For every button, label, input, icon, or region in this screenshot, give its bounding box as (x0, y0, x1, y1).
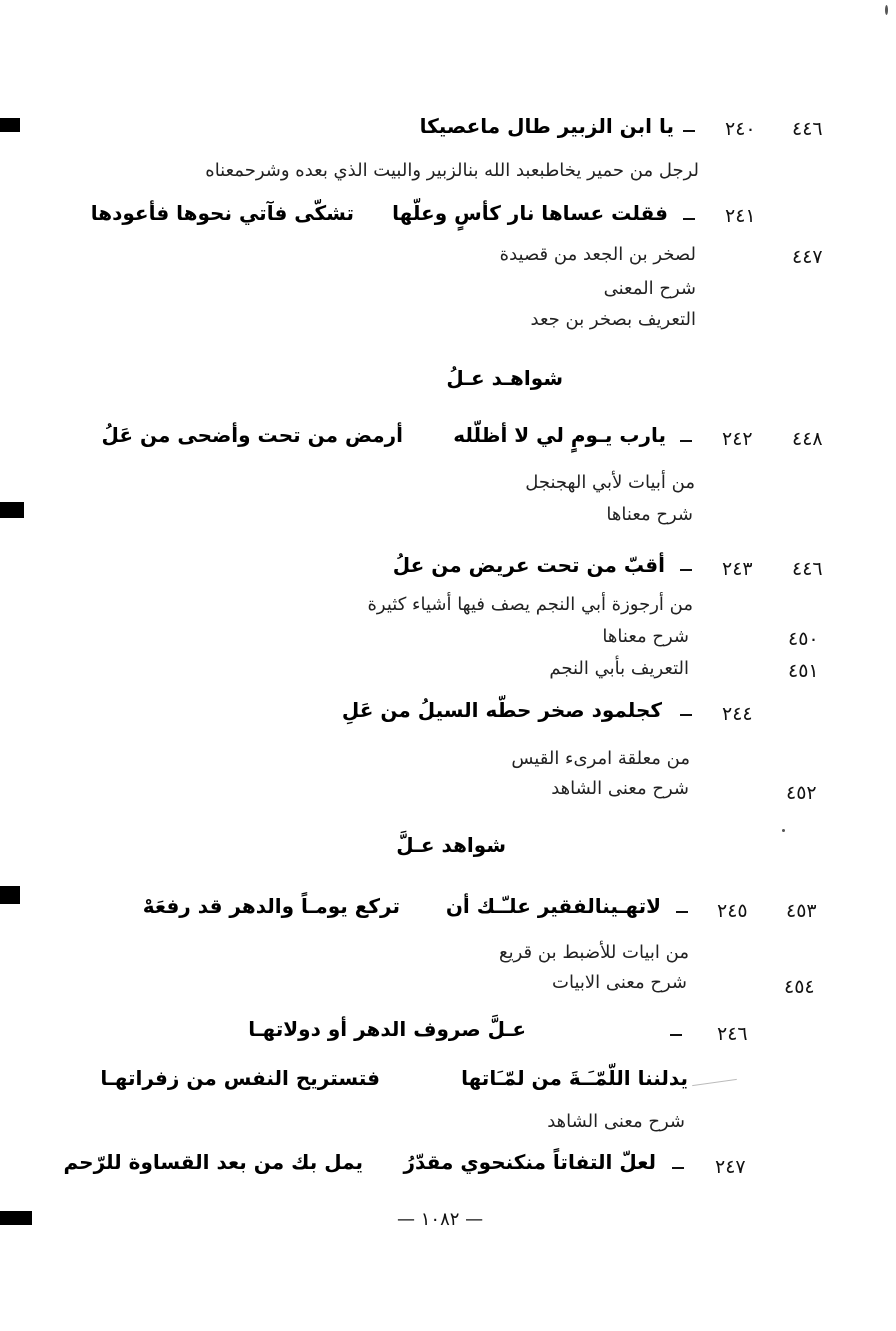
dash (672, 1167, 684, 1169)
verse-first-hemistich: لعلّ التفاتاً منكنحوي مقدّرُ (403, 1150, 656, 1174)
verse-number: ٢٤٢ (722, 428, 753, 450)
note-line: شرح المعنى (603, 278, 696, 299)
scan-speck (782, 829, 785, 832)
note-line: من أرجوزة أبي النجم يصف فيها أشياء كثيرة (367, 594, 693, 615)
note-line: شرح معنى الابيات (552, 972, 687, 993)
verse-number: ٢٤٤ (722, 703, 753, 725)
faint-stroke (692, 1079, 737, 1086)
note-line: التعريف بأبي النجم (549, 658, 689, 679)
page-number: ٤٥٤ (784, 976, 815, 998)
page-number: ٤٤٧ (792, 246, 823, 268)
page-number: ٤٥٣ (786, 900, 817, 922)
page-number: ٤٥١ (788, 660, 819, 682)
verse-first-hemistich: يارب يـومٍ لي لا أظلّله (453, 423, 666, 447)
page-number: ٤٥٢ (786, 782, 817, 804)
scan-mark-middle (0, 886, 20, 904)
page-number: ٤٤٦ (792, 558, 823, 580)
note-line: شرح معنى الشاهد (547, 1111, 685, 1132)
page-folio: — ١٠٨٢ — (397, 1209, 484, 1230)
page-number: ٤٤٦ (792, 118, 823, 140)
page-number: ٤٥٠ (788, 628, 819, 650)
verse-first-hemistich: يا ابن الزبير طال ماعصيكا (419, 114, 674, 138)
scan-speck (885, 5, 888, 15)
verse-first-hemistich: أقبّ من تحت عريض من علُ (392, 553, 665, 577)
scan-mark-top (0, 118, 20, 132)
dash (670, 1034, 682, 1036)
section-heading: شواهد عـلَّ (396, 833, 506, 857)
verse-second-hemistich: أرمض من تحت وأضحى من عَلُ (101, 423, 403, 447)
note-line: التعريف بصخر بن جعد (530, 309, 696, 330)
verse-number: ٢٤١ (725, 205, 756, 227)
section-heading: شواهـد عـلُ (446, 366, 563, 390)
verse-number: ٢٤٦ (717, 1023, 748, 1045)
verse-second-hemistich: تركع يومـاً والدهر قد رفعَهْ (142, 894, 400, 918)
verse-first-hemistich: لاتهـينالفقير علـّـك أن (445, 894, 661, 918)
note-line: لرجل من حمير يخاطبعبد الله بنالزبير والبيت الذي بعده وشرحمعناه (205, 160, 699, 181)
verse-first-hemistich: كجلمود صخر حطّه السيلُ من عَلِ (341, 698, 662, 722)
note-line: من ابيات للأضبط بن قريع (499, 942, 689, 963)
note-line: شرح معناها (602, 626, 689, 647)
verse-number: ٢٤٠ (725, 118, 756, 140)
verse-number: ٢٤٧ (715, 1156, 746, 1178)
verse-second-hemistich: فتستريح النفس من زفراتهـا (100, 1066, 380, 1090)
verse-first-hemistich: فقلت عساها نار كأسٍ وعلّها (392, 201, 668, 225)
dash (680, 569, 692, 571)
verse-first-hemistich: يدلننا اللّمّـَـةَ من لمّـَاتها (461, 1066, 688, 1090)
note-line: شرح معنى الشاهد (551, 778, 689, 799)
note-line: من أبيات لأبي الهجنجل (525, 472, 695, 493)
page-number: ٤٤٨ (792, 428, 823, 450)
dash (680, 714, 692, 716)
verse-number: ٢٤٣ (722, 558, 753, 580)
dash (683, 218, 695, 220)
dash (676, 911, 688, 913)
note-line: من معلقة امرىء القيس (511, 748, 690, 769)
dash (680, 440, 692, 442)
note-line: لصخر بن الجعد من قصيدة (499, 244, 696, 265)
verse-first-hemistich: عـلَّ صروف الدهر أو دولاتهـا (248, 1017, 526, 1041)
scan-mark-bottom (0, 1211, 32, 1225)
verse-second-hemistich: يمل بك من بعد القساوة للرّحم (63, 1150, 363, 1174)
scan-mark-upper (0, 502, 24, 518)
dash (683, 130, 695, 132)
verse-number: ٢٤٥ (717, 900, 748, 922)
verse-second-hemistich: تشكّى فآتي نحوها فأعودها (90, 201, 354, 225)
note-line: شرح معناها (606, 504, 693, 525)
